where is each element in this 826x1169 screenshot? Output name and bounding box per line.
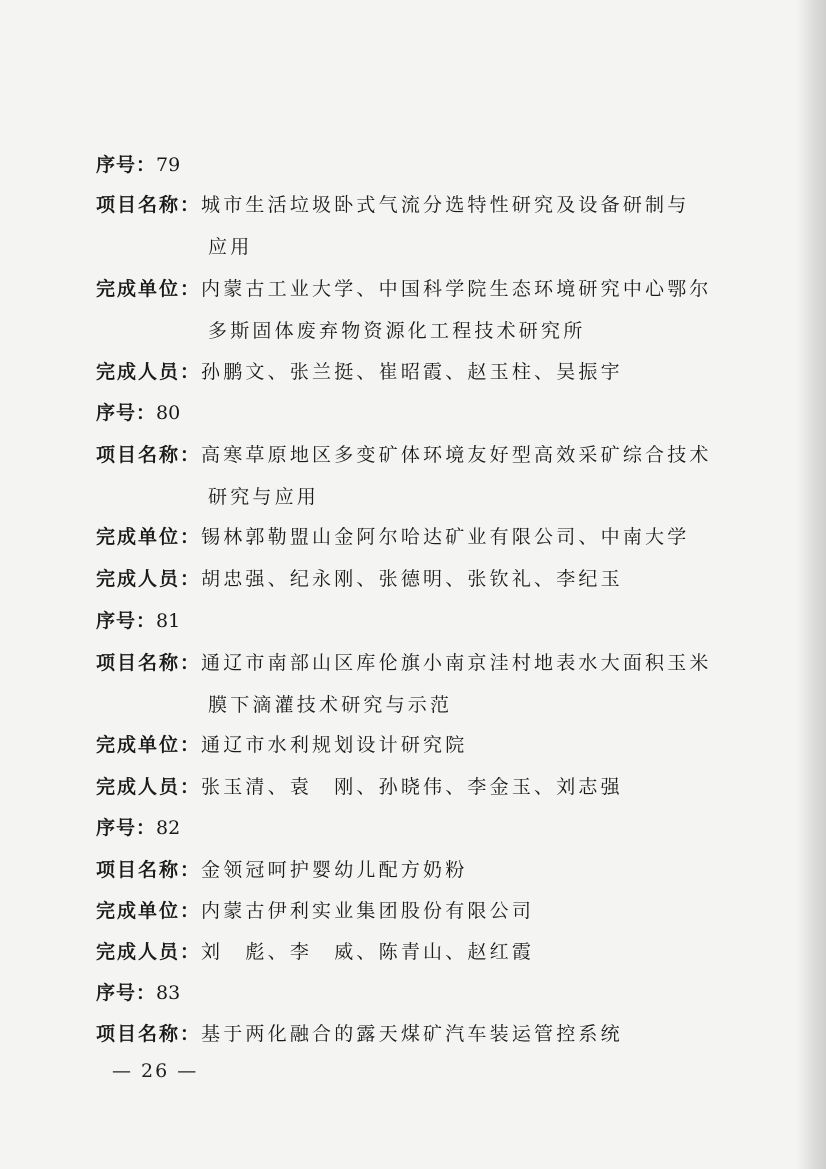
seq-label: 序号：	[96, 610, 157, 632]
unit-label: 完成单位：	[96, 278, 202, 300]
people-line-80	[96, 564, 623, 591]
seq-label: 序号：	[96, 817, 157, 839]
project-label: 项目名称：	[96, 444, 202, 466]
seq-number: 80	[156, 402, 181, 424]
seq-label: 序号：	[96, 402, 157, 424]
people-line-82	[96, 937, 534, 964]
project-label: 项目名称：	[96, 1023, 202, 1045]
project-name: 城市生活垃圾卧式气流分选特性研究及设备研制与	[201, 194, 690, 216]
unit-name: 内蒙古工业大学、中国科学院生态环境研究中心鄂尔	[201, 278, 712, 300]
seq-number: 79	[156, 154, 181, 176]
project-name: 基于两化融合的露天煤矿汽车装运管控系统	[201, 1023, 623, 1045]
seq-line-81	[96, 606, 180, 633]
seq-line-80	[96, 398, 180, 425]
people-names: 胡忠强、纪永刚、张德明、张钦礼、李纪玉	[201, 568, 623, 590]
project-line-79	[96, 190, 689, 217]
page-number: — 26 —	[112, 1060, 199, 1082]
people-label: 完成人员：	[96, 568, 202, 590]
unit-line-80	[96, 522, 689, 549]
seq-number: 82	[156, 817, 181, 839]
unit-line-82	[96, 896, 534, 923]
people-label: 完成人员：	[96, 776, 202, 798]
people-line-81	[96, 772, 623, 799]
project-name: 通辽市南部山区库伦旗小南京洼村地表水大面积玉米	[201, 652, 712, 674]
unit-name: 通辽市水利规划设计研究院	[201, 734, 468, 756]
people-line-79	[96, 357, 623, 384]
unit-line-79	[96, 274, 712, 301]
seq-line-79	[96, 150, 180, 177]
unit-name-cont: 多斯固体废弃物资源化工程技术研究所	[208, 320, 586, 342]
project-line-81	[96, 648, 712, 675]
seq-number: 83	[156, 982, 181, 1004]
seq-number: 81	[156, 610, 181, 632]
project-name-cont: 研究与应用	[208, 486, 320, 508]
unit-label: 完成单位：	[96, 526, 202, 548]
project-label: 项目名称：	[96, 859, 202, 881]
people-label: 完成人员：	[96, 361, 202, 383]
project-label: 项目名称：	[96, 652, 202, 674]
unit-name: 锡林郭勒盟山金阿尔哈达矿业有限公司、中南大学	[201, 526, 690, 548]
project-line-83	[96, 1019, 623, 1046]
unit-name: 内蒙古伊利实业集团股份有限公司	[201, 900, 535, 922]
people-names: 孙鹏文、张兰挺、崔昭霞、赵玉柱、吴振宇	[201, 361, 623, 383]
seq-line-83	[96, 978, 180, 1005]
unit-label: 完成单位：	[96, 734, 202, 756]
project-line-80	[96, 440, 712, 467]
people-names: 张玉清、袁 刚、孙晓伟、李金玉、刘志强	[201, 776, 623, 798]
unit-line-81	[96, 730, 467, 757]
project-label: 项目名称：	[96, 194, 202, 216]
people-names: 刘 彪、李 威、陈青山、赵红霞	[201, 941, 535, 963]
project-name: 高寒草原地区多变矿体环境友好型高效采矿综合技术	[201, 444, 712, 466]
project-name: 金领冠呵护婴幼儿配方奶粉	[201, 859, 468, 881]
seq-label: 序号：	[96, 154, 157, 176]
project-line-82	[96, 855, 467, 882]
seq-line-82	[96, 813, 180, 840]
unit-label: 完成单位：	[96, 900, 202, 922]
people-label: 完成人员：	[96, 941, 202, 963]
seq-label: 序号：	[96, 982, 157, 1004]
project-name-cont: 膜下滴灌技术研究与示范	[208, 694, 453, 716]
project-name-cont: 应用	[208, 236, 253, 258]
